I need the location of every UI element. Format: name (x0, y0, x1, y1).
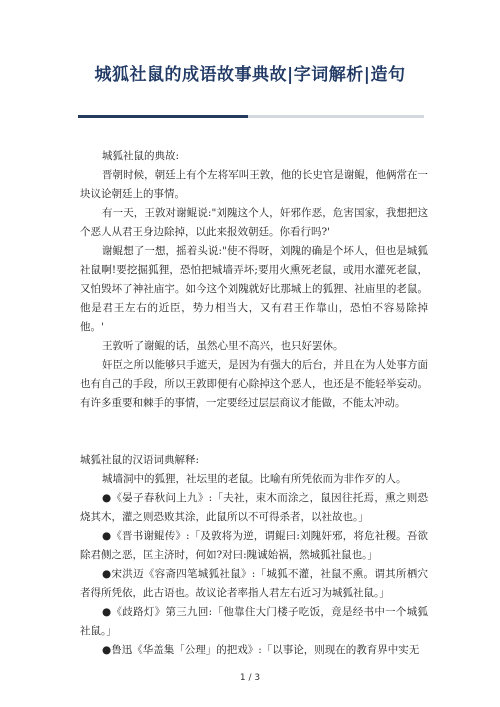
dict-paragraph: ●《歧路灯》第三九回:「他靠住大门楼子吃饭，竟是经书中一个城狐社鼠。」 (80, 606, 428, 637)
section-gap (80, 413, 428, 451)
title-underline-accent (78, 115, 248, 118)
page-number: 1 / 3 (239, 673, 261, 683)
page-title: 城狐社鼠的成语故事典故|字词解析|造句 (94, 65, 406, 85)
story-paragraph: 晋朝时候，朝廷上有个左将军叫王敦，他的长史官是谢鲲，他俩常在一块议论朝廷上的事情。 (80, 169, 428, 200)
dict-heading: 城狐社鼠的汉语词典解释: (80, 454, 200, 466)
story-heading: 城狐社鼠的典故: (102, 150, 180, 162)
dict-paragraph: ●《晏子春秋问上九》:「夫社，束木而涂之，鼠因往托焉，熏之则恐烧其木，灌之则恐败其涂，此鼠所以不可得杀者，以社故也。」 (80, 492, 428, 523)
title-underline (78, 115, 424, 118)
dict-paragraph: ●鲁迅《华盖集「公理」的把戏》:「以事论，则现在的教育界中实无 (102, 644, 420, 656)
story-paragraph: 谢鲲想了一想，摇着头说:"使不得呀，刘隗的确是个坏人，但也是城狐社鼠啊!要挖掘狐狸，恐怕把城墙弄坏;要用火熏死老鼠，或用水灌死老鼠，又怕毁坏了神社庙宇。如今这个刘隗就好比那城上的狐狸、社庙里的老鼠。他是君王左右的近臣，势力相当大，又有君王作靠山，恐怕不容易除掉他。' (80, 245, 428, 333)
dict-paragraph: 城墙洞中的狐狸，社坛里的老鼠。比喻有所凭依而为非作歹的人。 (102, 473, 407, 485)
document-body (80, 147, 428, 660)
story-paragraph: 王敦听了谢鲲的话，虽然心里不高兴，也只好罢休。 (102, 340, 344, 352)
story-paragraph: 有一天，王敦对谢鲲说:"刘隗这个人，奸邪作恶，危害国家，我想把这个恶人从君王身边除掉，以此来报效朝廷。你看行吗?' (80, 207, 428, 238)
dict-paragraph: ●《晋书谢鲲传》:「及敦将为逆，谓鲲曰:刘隗奸邪，将危社稷。吾欲除君侧之恶，匡主济时，何如?对曰:隗诚始祸，然城狐社鼠也。」 (80, 530, 428, 561)
story-paragraph: 奸臣之所以能够只手遮天，是因为有强大的后台，并且在为人处事方面也有自己的手段，所以王敦即便有心除掉这个恶人，也还是不能轻举妄动。有许多重要和棘手的事情，一定要经过层层商议才能做，不能太冲动。 (80, 359, 428, 409)
dict-paragraph: ●宋洪迈《容斋四笔城狐社鼠》:「城狐不灌，社鼠不熏。谓其所栖穴者得所凭依，此古语也。故议论者率指人君左右近习为城狐社鼠。」 (80, 568, 428, 599)
